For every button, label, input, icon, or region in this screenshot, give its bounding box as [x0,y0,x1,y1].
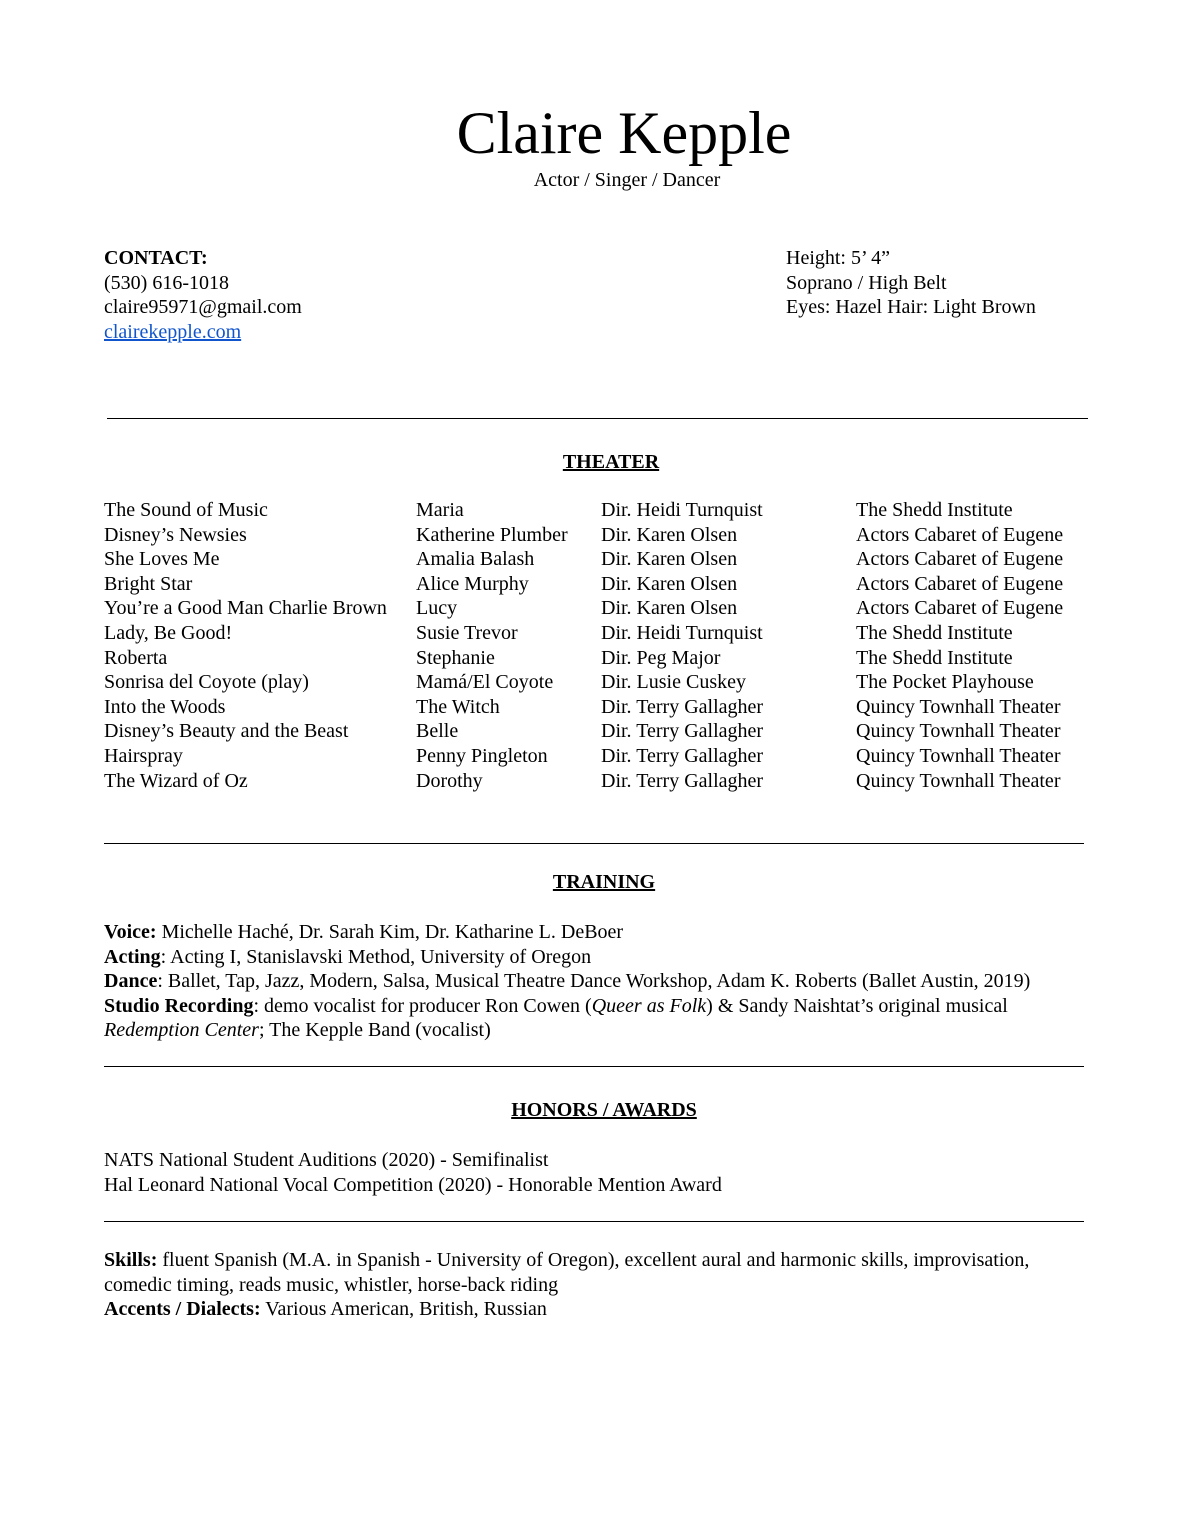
credit-role: Maria [416,499,464,521]
honor-item: Hal Leonard National Vocal Competition (2020) - Honorable Mention Award [104,1173,722,1196]
credit-show: The Sound of Music [104,499,268,521]
contact-email: claire95971@gmail.com [104,296,302,319]
divider [104,1221,1084,1222]
skills-line [104,1248,1099,1297]
accents-text: Various American, British, Russian [260,1298,547,1321]
credit-director: Dir. Heidi Turnquist [601,621,763,644]
honor-item: NATS National Student Auditions (2020) - Semifinalist [104,1149,549,1171]
credit-director: Dir. Terry Gallagher [601,695,764,718]
credit-show: Disney’s Beauty and the Beast [104,720,349,743]
credit-role: Katherine Plumber [416,523,568,546]
studio-text: ; The Kepple Band (vocalist) [258,1019,491,1042]
skills-text: fluent Spanish (M.A. in Spanish - University of Oregon), excellent aural and harmonic skills, improvisation, comedic timing, reads music, whistler, horse-back riding [104,1249,1030,1296]
training-heading: TRAINING [552,871,656,893]
training-dance [104,969,1104,994]
credit-role: Belle [416,720,459,743]
theater-heading: THEATER [562,451,660,473]
credit-venue: Quincy Townhall Theater [856,769,1061,792]
contact-block [104,246,302,344]
stat-eyes-hair: Eyes: Hazel Hair: Light Brown [786,296,1036,319]
credit-role: Penny Pingleton [416,744,548,767]
accents-label: Accents / Dialects: [104,1298,261,1321]
divider [104,843,1084,844]
credit-venue: The Shedd Institute [856,621,1013,644]
credit-venue: The Shedd Institute [856,646,1013,669]
credit-venue: The Pocket Playhouse [856,671,1034,694]
credit-venue: Actors Cabaret of Eugene [856,548,1064,571]
honors-block [104,1148,1104,1197]
credit-role: Lucy [416,597,458,620]
credit-director: Dir. Heidi Turnquist [601,499,763,521]
credit-show: Disney’s Newsies [104,523,247,546]
contact-label: CONTACT: [104,247,208,269]
skills-label: Skills: [104,1249,158,1271]
training-acting [104,945,1104,970]
credit-show: Into the Woods [104,695,226,718]
credit-role: The Witch [416,695,500,718]
stat-voice-type: Soprano / High Belt [786,271,947,294]
resume-subtitle: Actor / Singer / Dancer [533,169,721,191]
studio-italic: Redemption Center [104,1019,259,1042]
credit-venue: Actors Cabaret of Eugene [856,597,1064,620]
credit-venue: Quincy Townhall Theater [856,744,1061,767]
credit-show: Hairspray [104,744,183,767]
voice-label: Voice: [104,921,157,943]
dance-text: : Ballet, Tap, Jazz, Modern, Salsa, Musical Theatre Dance Workshop, Adam K. Roberts (Ballet Austin, 2019) [157,970,1031,993]
divider [104,1066,1084,1067]
credit-show: You’re a Good Man Charlie Brown [104,597,387,620]
credit-director: Dir. Terry Gallagher [601,744,764,767]
studio-label: Studio Recording [104,994,254,1017]
honors-heading: HONORS / AWARDS [511,1099,697,1121]
credit-director: Dir. Karen Olsen [601,548,738,571]
studio-text: ) & Sandy Naishtat’s original musical [706,994,1008,1017]
resume-name: Claire Kepple [456,100,792,166]
credit-role: Dorothy [416,769,483,792]
credit-director: Dir. Terry Gallagher [601,720,764,743]
credit-show: Roberta [104,646,168,669]
training-voice [104,920,1104,945]
credit-role: Mamá/El Coyote [416,671,554,694]
website-link[interactable]: clairekepple.com [104,320,242,343]
voice-text: Michelle Haché, Dr. Sarah Kim, Dr. Katharine L. DeBoer [156,921,624,943]
credit-role: Alice Murphy [416,572,529,595]
credit-venue: The Shedd Institute [856,499,1013,521]
dance-label: Dance [104,970,158,993]
credit-director: Dir. Peg Major [601,646,721,669]
credit-role: Stephanie [416,646,495,669]
credit-show: Lady, Be Good! [104,621,233,644]
studio-italic: Queer as Folk [591,994,707,1017]
credit-role: Susie Trevor [416,621,518,644]
contact-phone: (530) 616-1018 [104,271,229,294]
credit-show: The Wizard of Oz [104,769,248,792]
stat-height: Height: 5’ 4” [786,247,891,269]
credit-role: Amalia Balash [416,548,535,571]
credit-show: Sonrisa del Coyote (play) [104,671,309,694]
credit-venue: Actors Cabaret of Eugene [856,523,1064,546]
credit-venue: Quincy Townhall Theater [856,695,1061,718]
credit-venue: Actors Cabaret of Eugene [856,572,1064,595]
credit-director: Dir. Lusie Cuskey [601,671,746,694]
divider [107,418,1088,419]
credit-venue: Quincy Townhall Theater [856,720,1061,743]
training-block [104,920,1104,1043]
stats-block [786,246,1036,320]
studio-text: : demo vocalist for producer Ron Cowen ( [253,994,592,1017]
acting-text: : Acting I, Stanislavski Method, University of Oregon [160,945,592,968]
training-studio [104,994,1079,1043]
credit-show: She Loves Me [104,548,220,571]
credit-director: Dir. Karen Olsen [601,523,738,546]
skills-block [104,1248,1099,1322]
credit-director: Dir. Terry Gallagher [601,769,764,792]
acting-label: Acting [104,945,161,968]
credit-director: Dir. Karen Olsen [601,597,738,620]
credit-director: Dir. Karen Olsen [601,572,738,595]
accents-line [104,1297,1099,1322]
credit-show: Bright Star [104,572,193,595]
